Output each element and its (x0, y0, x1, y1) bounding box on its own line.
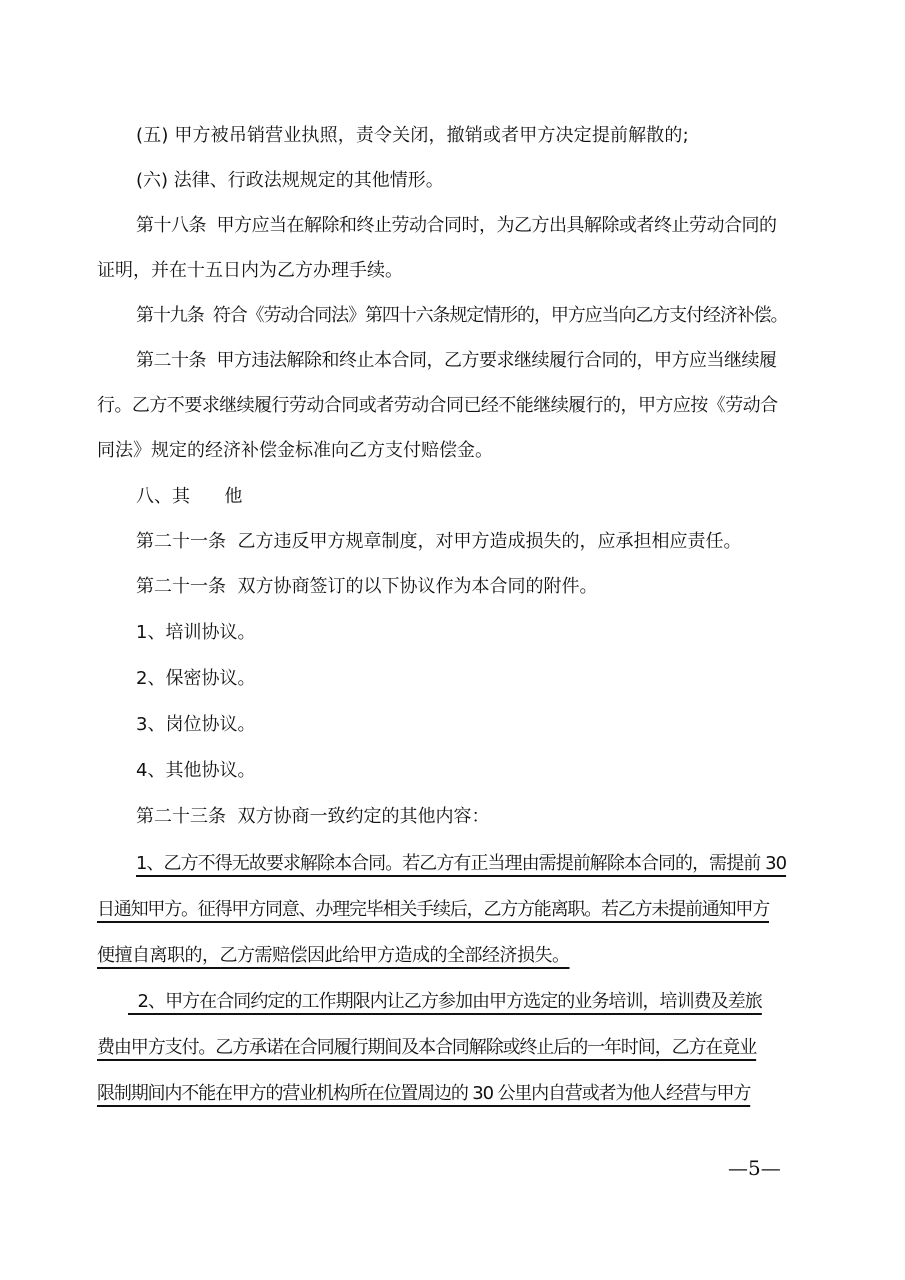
list-item: 2、保密协议。 (136, 668, 256, 689)
list-item: 3、岗位协议。 (136, 714, 256, 735)
text-line: 证明，并在十五日内为乙方办理手续。 (97, 260, 403, 281)
underlined-line: 日通知甲方。征得甲方同意、办理完毕相关手续后，乙方方能离职。若乙方未提前通知甲方 (97, 899, 769, 920)
text-line: 第十八条 甲方应当在解除和终止劳动合同时，为乙方出具解除或者终止劳动合同的 (136, 215, 777, 236)
text-line: 第十九条 符合《劳动合同法》第四十六条规定情形的，甲方应当向乙方支付经济补偿。 (136, 305, 788, 326)
underlined-line: 便擅自离职的，乙方需赔偿因此给甲方造成的全部经济损失。 (97, 945, 570, 966)
underlined-line: 费由甲方支付。乙方承诺在合同履行期间及本合同解除或终止后的一年时间，乙方在竟业 (97, 1037, 757, 1058)
list-item: 4、其他协议。 (136, 760, 256, 781)
underlined-line: 1、乙方不得无故要求解除本合同。若乙方有正当理由需提前解除本合同的，需提前 30 (136, 853, 787, 874)
text-line: 第二十条 甲方违法解除和终止本合同，乙方要求继续履行合同的，甲方应当继续履 (136, 350, 777, 371)
text-line: 第二十一条 双方协商签订的以下协议作为本合同的附件。 (136, 576, 598, 597)
text-line: 第二十三条 双方协商一致约定的其他内容： (136, 806, 490, 827)
text-line: (六) 法律、行政法规规定的其他情形。 (136, 170, 444, 191)
text-line: 第二十一条 乙方违反甲方规章制度，对甲方造成损失的，应承担相应责任。 (136, 531, 742, 552)
underlined-line: 限制期间内不能在甲方的营业机构所在位置周边的 30 公里内自营或者为他人经营与甲方 (97, 1083, 751, 1104)
list-item: 1、培训协议。 (136, 622, 256, 643)
text-line: 行。乙方不要求继续履行劳动合同或者劳动合同已经不能继续履行的，甲方应按《劳动合 (97, 395, 778, 416)
text-line: 同法》规定的经济补偿金标准向乙方支付赔偿金。 (97, 440, 493, 461)
text-line: (五) 甲方被吊销营业执照，责令关闭，撤销或者甲方决定提前解散的; (136, 125, 689, 146)
page-number: —5— (728, 1156, 781, 1180)
underlined-line: 2、甲方在合同约定的工作期限内让乙方参加由甲方选定的业务培训，培训费及差旅 (128, 991, 762, 1012)
section-heading: 八、其 他 (136, 486, 243, 507)
